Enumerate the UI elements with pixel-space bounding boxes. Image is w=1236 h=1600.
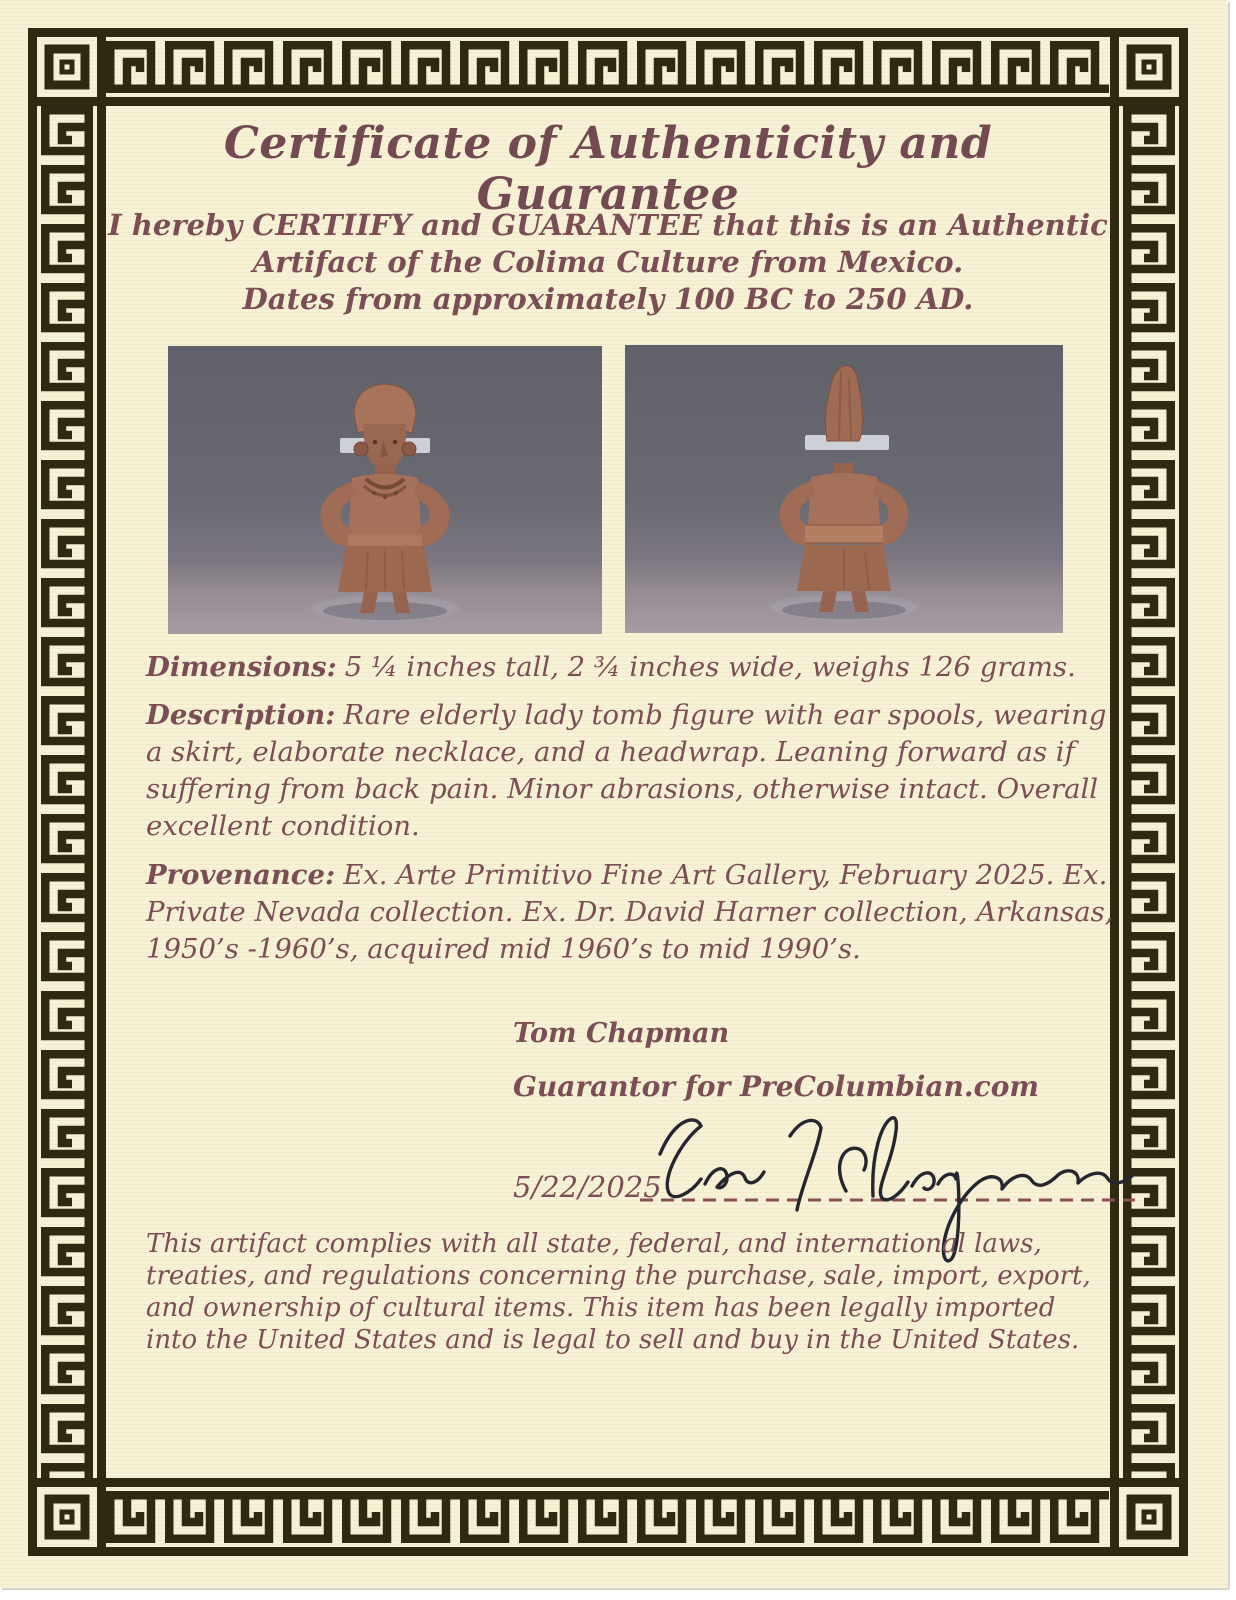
statement-line-3: Dates from approximately 100 BC to 250 AD. (242, 282, 974, 316)
provenance-paragraph (146, 857, 1114, 968)
provenance-text: Ex. Arte Primitivo Fine Art Gallery, February 2025. Ex. Private Nevada collection. Ex. Dr. David Harner collection, Arkansas, 1950’s -1960’s, acquired mid 1960’s to mid 1990’s. (146, 859, 1114, 965)
artifact-photo-front (168, 346, 602, 634)
signature-date: 5/22/2025 (513, 1170, 662, 1204)
description-paragraph (146, 697, 1114, 845)
dimensions-text: 5 ¼ inches tall, 2 ¾ inches wide, weighs 126 grams. (344, 651, 1076, 683)
statement-line-2: Artifact of the Colima Culture from Mexico. (252, 245, 964, 279)
description-text: Rare elderly lady tomb figure with ear spools, wearing a skirt, elaborate necklace, and a headwrap. Leaning forward as if suffering from back pain. Minor abrasions, otherwise intact. Overall excellent condition. (146, 699, 1107, 842)
dimensions-line (146, 649, 1114, 686)
artifact-photo-back (625, 345, 1063, 633)
certificate-title: Certificate of Authenticity and Guarantee (223, 118, 993, 220)
display-stand-disc (770, 594, 918, 620)
certificate-statement (106, 207, 1110, 318)
statement-line-1: I hereby CERTIIFY and GUARANTEE that this is an Authentic (108, 208, 1108, 242)
guarantor-name: Tom Chapman (513, 1018, 730, 1049)
display-stand-disc (311, 595, 459, 621)
provenance-label: Provenance: (146, 859, 336, 891)
guarantor-role: Guarantor for PreColumbian.com (513, 1070, 1040, 1103)
description-label: Description: (146, 699, 336, 731)
legal-paragraph: This artifact complies with all state, federal, and international laws, treaties, and regulations concerning the purchase, sale, import, export, and ownership of cultural items. This item has been legally imported into the United States and is legal to sell and buy in the United States. (146, 1229, 1091, 1355)
dimensions-label: Dimensions: (146, 651, 337, 683)
